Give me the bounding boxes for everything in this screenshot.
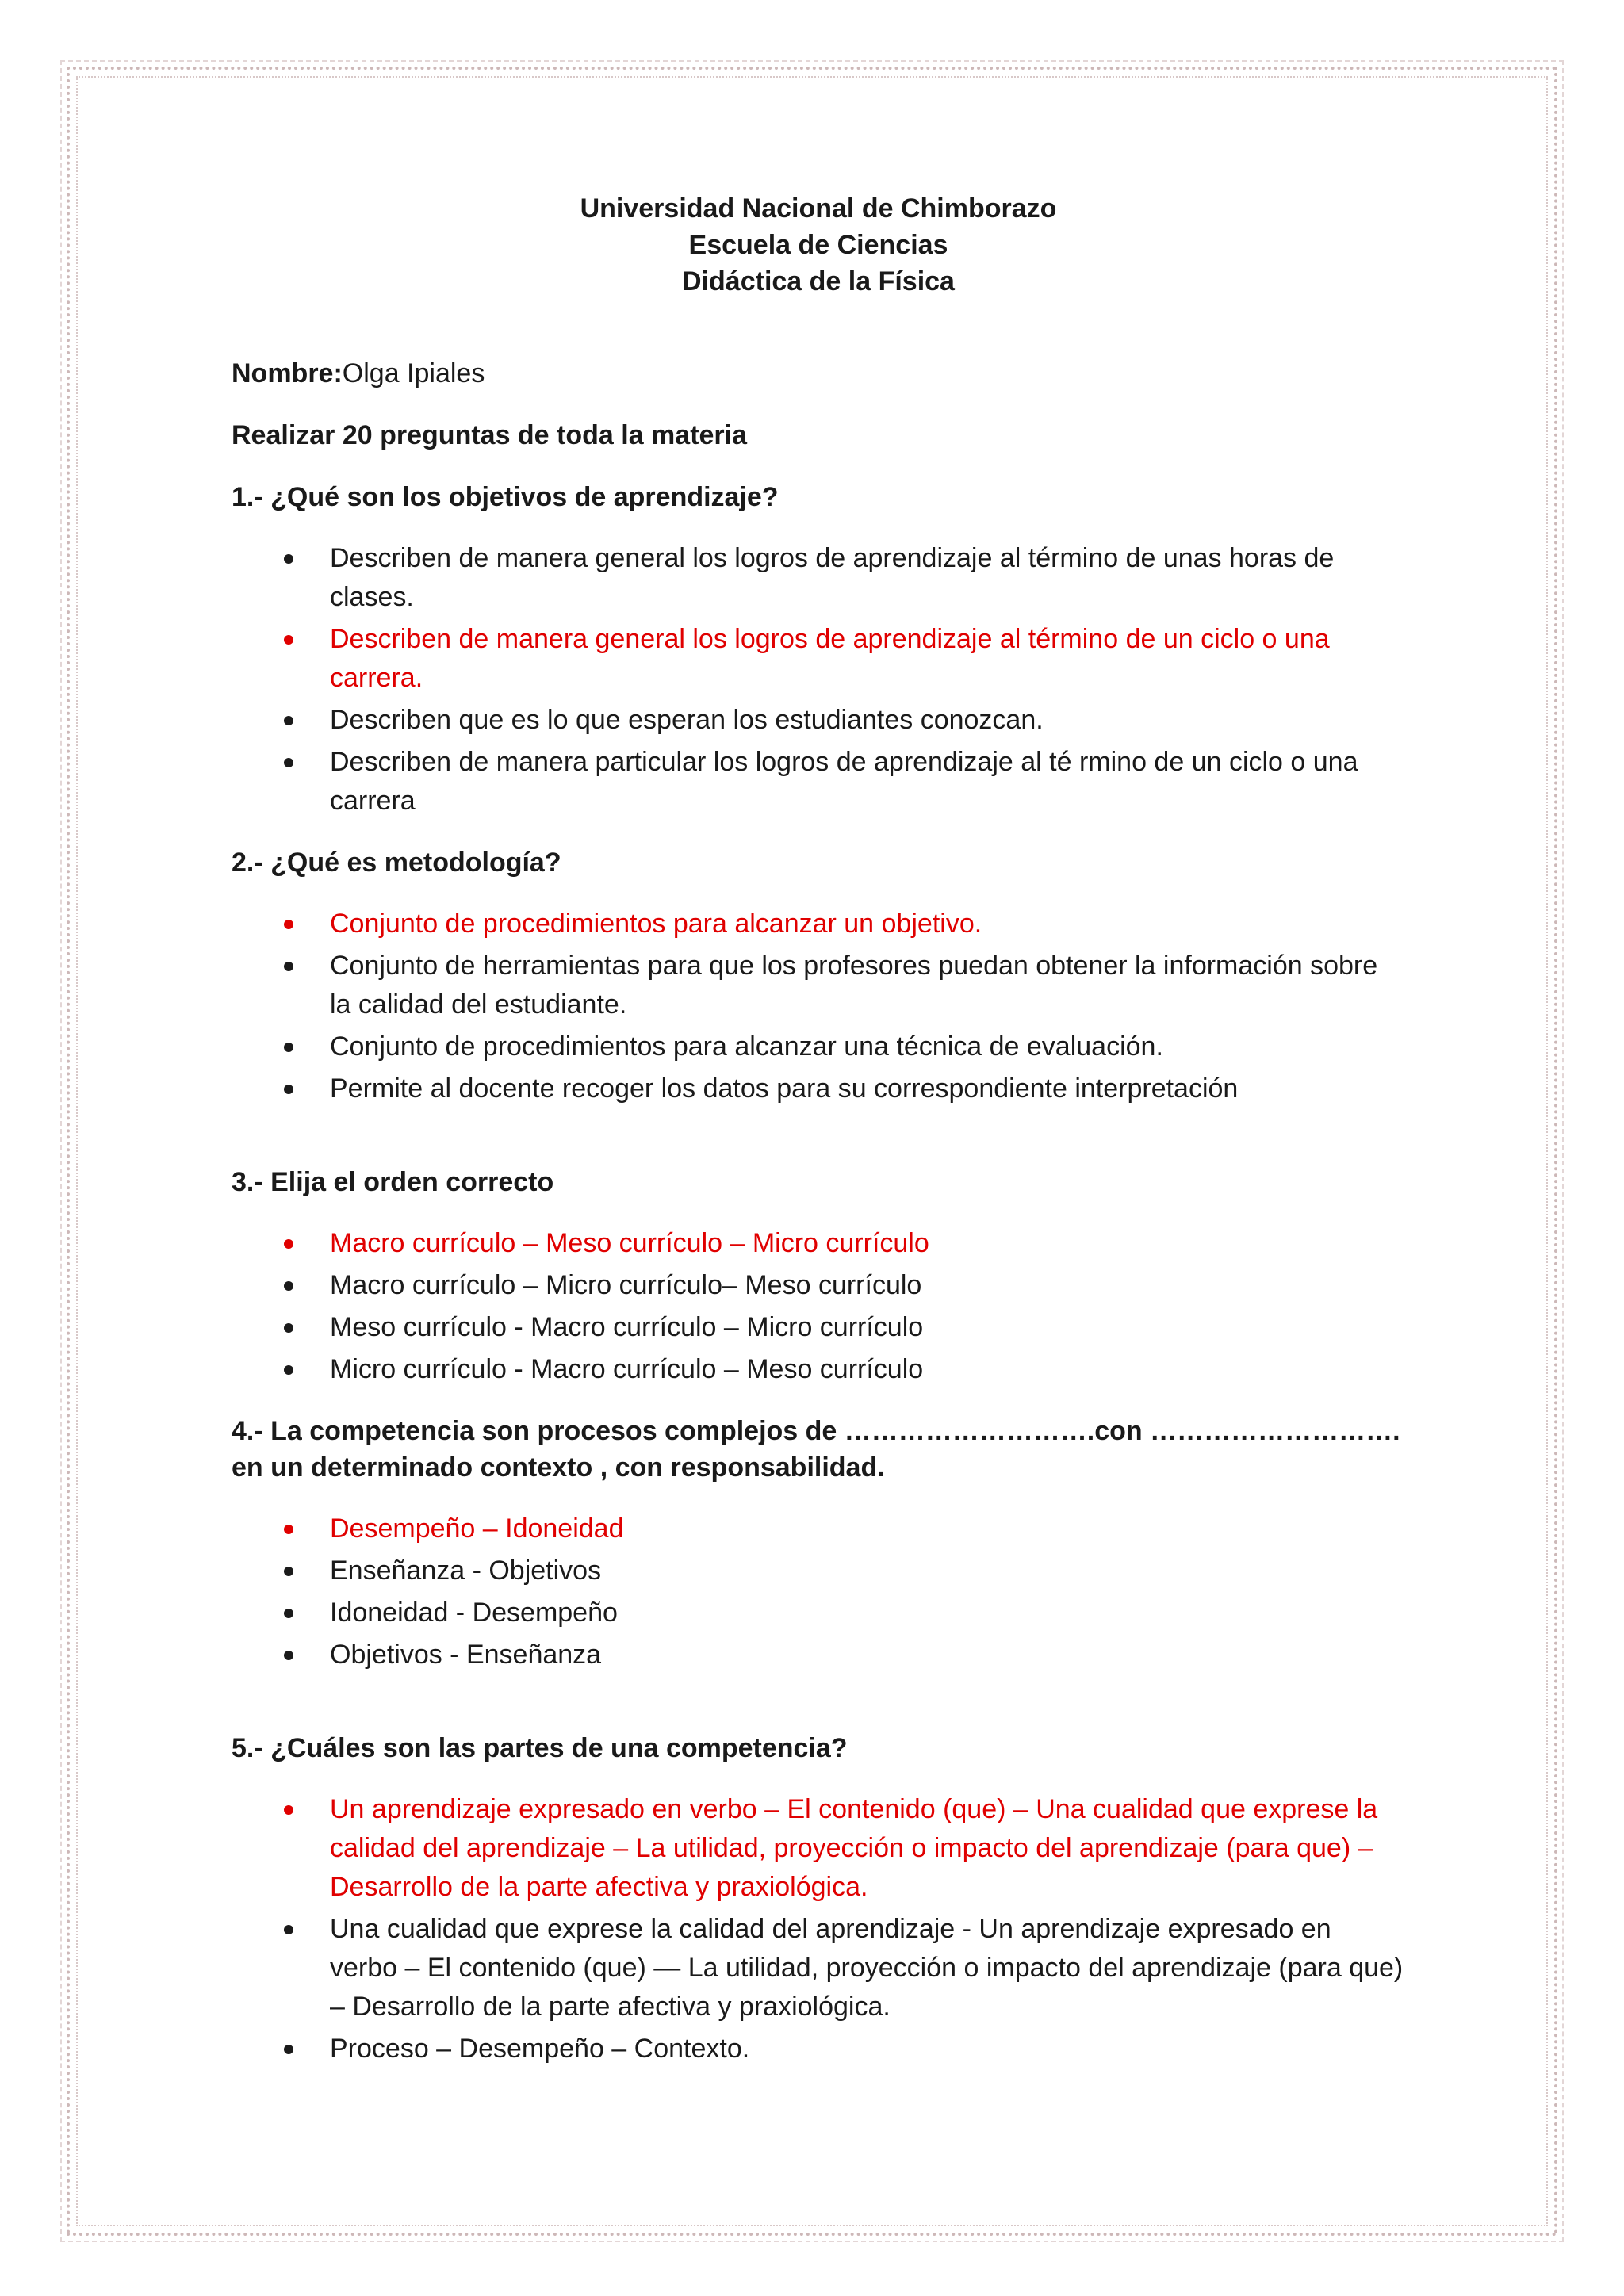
option-text: Una cualidad que exprese la calidad del aprendizaje - Un aprendizaje expresado en verbo – El contenido (que) — La utilidad, proyección o impacto del aprendizaje (para que) – Desarrollo de la parte afectiva y praxiológica. bbox=[330, 1914, 1404, 2022]
university-name: Universidad Nacional de Chimborazo bbox=[580, 193, 1057, 224]
question-2-option-1-correct bbox=[232, 905, 1405, 943]
question-4-options bbox=[232, 1510, 1405, 1674]
document-content bbox=[232, 190, 1405, 2092]
question-1-title: 1.- ¿Qué son los objetivos de aprendizaje? bbox=[232, 482, 779, 512]
bullet-icon bbox=[284, 1567, 293, 1576]
option-text: Describen de manera general los logros de aprendizaje al término de unas horas de clases. bbox=[330, 543, 1335, 612]
document-header bbox=[232, 190, 1405, 300]
student-name-label: Nombre: bbox=[232, 358, 343, 388]
question-3-option-2 bbox=[232, 1266, 1405, 1305]
question-4-option-2 bbox=[232, 1552, 1405, 1590]
instruction: Realizar 20 preguntas de toda la materia bbox=[232, 420, 748, 450]
question-1-option-4 bbox=[232, 743, 1405, 821]
question-1-option-2-correct bbox=[232, 620, 1405, 698]
question-5-option-1-correct bbox=[232, 1790, 1405, 1907]
bullet-icon bbox=[284, 1085, 293, 1094]
question-5-option-3 bbox=[232, 2030, 1405, 2068]
option-text: Conjunto de procedimientos para alcanzar un objetivo. bbox=[330, 909, 982, 939]
course-name: Didáctica de la Física bbox=[682, 266, 955, 297]
bullet-icon bbox=[284, 962, 293, 971]
question-3-title: 3.- Elija el orden correcto bbox=[232, 1167, 554, 1197]
question-3-option-1-correct bbox=[232, 1224, 1405, 1263]
question-4-title: 4.- La competencia son procesos complejos de ……………………….con ………………………. en un determinado contexto , con responsabilidad. bbox=[232, 1416, 1400, 1483]
question-3-options bbox=[232, 1224, 1405, 1389]
question-5-title: 5.- ¿Cuáles son las partes de una competencia? bbox=[232, 1733, 848, 1763]
question-2-option-2 bbox=[232, 947, 1405, 1024]
question-3-option-4 bbox=[232, 1350, 1405, 1389]
bullet-icon bbox=[284, 1525, 293, 1534]
bullet-icon bbox=[284, 1925, 293, 1934]
bullet-icon bbox=[284, 2045, 293, 2054]
option-text: Describen de manera particular los logros de aprendizaje al té rmino de un ciclo o una carrera bbox=[330, 747, 1358, 816]
option-text: Describen que es lo que esperan los estudiantes conozcan. bbox=[330, 705, 1044, 735]
bullet-icon bbox=[284, 1043, 293, 1052]
question-2-option-3 bbox=[232, 1027, 1405, 1066]
bullet-icon bbox=[284, 635, 293, 645]
question-2-options bbox=[232, 905, 1405, 1108]
question-4-option-4 bbox=[232, 1636, 1405, 1674]
option-text: Describen de manera general los logros de aprendizaje al término de un ciclo o una carrera. bbox=[330, 624, 1330, 693]
option-text: Proceso – Desempeño – Contexto. bbox=[330, 2034, 750, 2064]
question-2-option-4 bbox=[232, 1070, 1405, 1108]
question-4-option-1-correct bbox=[232, 1510, 1405, 1548]
question-5-option-2 bbox=[232, 1910, 1405, 2026]
question-4-option-3 bbox=[232, 1594, 1405, 1632]
option-text: Macro currículo – Meso currículo – Micro currículo bbox=[330, 1228, 929, 1258]
bullet-icon bbox=[284, 716, 293, 725]
option-text: Objetivos - Enseñanza bbox=[330, 1640, 602, 1670]
bullet-icon bbox=[284, 1323, 293, 1333]
option-text: Micro currículo - Macro currículo – Meso currículo bbox=[330, 1354, 924, 1384]
option-text: Idoneidad - Desempeño bbox=[330, 1598, 618, 1628]
question-3-option-3 bbox=[232, 1308, 1405, 1347]
bullet-icon bbox=[284, 1651, 293, 1660]
bullet-icon bbox=[284, 1805, 293, 1815]
bullet-icon bbox=[284, 1239, 293, 1249]
option-text: Un aprendizaje expresado en verbo – El contenido (que) – Una cualidad que exprese la calidad del aprendizaje – La utilidad, proyección o impacto del aprendizaje (para que) – Desarrollo de la parte afectiva y praxiológica. bbox=[330, 1794, 1378, 1902]
option-text: Macro currículo – Micro currículo– Meso currículo bbox=[330, 1270, 922, 1300]
question-5-options bbox=[232, 1790, 1405, 2068]
question-1-options bbox=[232, 539, 1405, 821]
bullet-icon bbox=[284, 1281, 293, 1291]
question-1-option-1 bbox=[232, 539, 1405, 617]
bullet-icon bbox=[284, 920, 293, 929]
bullet-icon bbox=[284, 1609, 293, 1618]
option-text: Conjunto de procedimientos para alcanzar una técnica de evaluación. bbox=[330, 1031, 1163, 1062]
bullet-icon bbox=[284, 554, 293, 564]
option-text: Conjunto de herramientas para que los profesores puedan obtener la información sobre la calidad del estudiante. bbox=[330, 951, 1378, 1020]
option-text: Desempeño – Idoneidad bbox=[330, 1513, 624, 1544]
student-name: Olga Ipiales bbox=[342, 358, 485, 388]
option-text: Enseñanza - Objetivos bbox=[330, 1556, 602, 1586]
student-name-line bbox=[232, 355, 1405, 392]
question-2-title: 2.- ¿Qué es metodología? bbox=[232, 848, 561, 878]
school-name: Escuela de Ciencias bbox=[688, 230, 948, 260]
option-text: Permite al docente recoger los datos para su correspondiente interpretación bbox=[330, 1073, 1239, 1104]
option-text: Meso currículo - Macro currículo – Micro currículo bbox=[330, 1312, 924, 1342]
question-1-option-3 bbox=[232, 701, 1405, 740]
bullet-icon bbox=[284, 1365, 293, 1375]
bullet-icon bbox=[284, 758, 293, 767]
